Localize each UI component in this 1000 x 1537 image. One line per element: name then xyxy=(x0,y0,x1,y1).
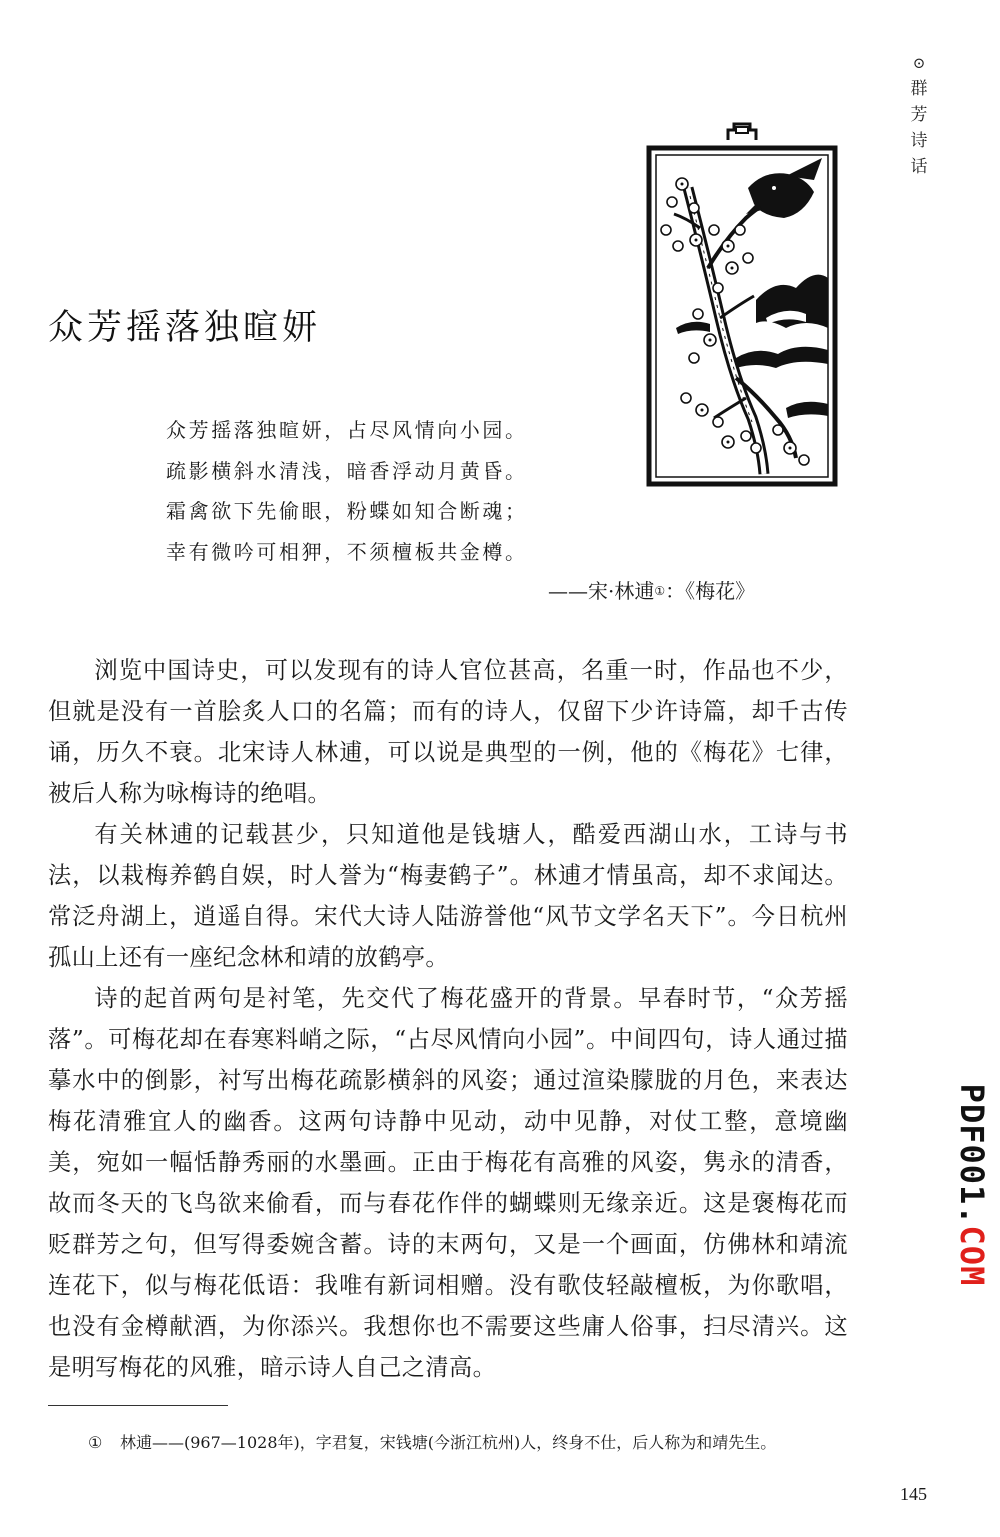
footnote-divider xyxy=(48,1405,228,1406)
header-char: 话 xyxy=(910,157,928,177)
page-number: 145 xyxy=(900,1484,927,1504)
watermark-text: PDF001. xyxy=(953,1083,991,1226)
body-paragraph: 浏览中国诗史，可以发现有的诗人官位甚高，名重一时，作品也不少，但就是没有一首脍炙人口的名篇；而有的诗人，仅留下少许诗篇，却千古传诵，历久不衰。北宋诗人林逋，可以说是典型的一例，他的《梅花》七律，被后人称为咏梅诗的绝唱。 xyxy=(48,657,848,807)
header-char: 诗 xyxy=(910,131,928,151)
poem-attribution xyxy=(548,576,755,606)
article-title: 众芳摇落独暄妍 xyxy=(48,308,322,348)
article-body xyxy=(48,650,848,1388)
poem-line: 众芳摇落独暄妍，占尽风情向小园。 xyxy=(166,418,528,442)
running-header xyxy=(906,50,932,180)
poem xyxy=(166,410,566,572)
footnote-reference: ① xyxy=(654,584,666,598)
footnote-marker: ① xyxy=(88,1433,103,1452)
header-char: 芳 xyxy=(910,105,928,125)
header-char: 群 xyxy=(910,79,928,99)
footnote-text: 林逋——(967—1028年)，字君复，宋钱塘(今浙江杭州)人，终身不仕，后人称为和靖先生。 xyxy=(120,1433,777,1452)
poem-line: 霜禽欲下先偷眼，粉蝶如知合断魂； xyxy=(166,499,528,523)
footnote xyxy=(88,1430,868,1456)
watermark-text-accent: COM xyxy=(953,1225,991,1287)
watermark xyxy=(948,1083,996,1287)
body-paragraph: 有关林逋的记载甚少，只知道他是钱塘人，酷爱西湖山水，工诗与书法，以栽梅养鹤自娱，时人誉为“梅妻鹤子”。林逋才情虽高，却不求闻达。常泛舟湖上，逍遥自得。宋代大诗人陆游誉他“风节文学名天下”。今日杭州孤山上还有一座纪念林和靖的放鹤亭。 xyxy=(48,821,848,971)
plum-blossom-woodcut-illustration xyxy=(636,118,848,490)
poem-line: 疏影横斜水清浅，暗香浮动月黄昏。 xyxy=(166,458,528,483)
body-paragraph: 诗的起首两句是衬笔，先交代了梅花盛开的背景。早春时节，“众芳摇落”。可梅花却在春寒料峭之际，“占尽风情向小园”。中间四句，诗人通过描摹水中的倒影，衬写出梅花疏影横斜的风姿；通过渲染朦胧的月色，来表达梅花清雅宜人的幽香。这两句诗静中见动，动中见静，对仗工整，意境幽美，宛如一幅恬静秀丽的水墨画。正由于梅花有高雅的风姿，隽永的清香，故而冬天的飞鸟欲来偷看，而与春花作伴的蝴蝶则无缘亲近。这是褒梅花而贬群芳之句，但写得委婉含蓄。诗的末两句，又是一个画面，仿佛林和靖流连花下，似与梅花低语：我唯有新词相赠。没有歌伎轻敲檀板，为你歌唱，也没有金樽献酒，为你添兴。我想你也不需要这些庸人俗事，扫尽清兴。这是明写梅花的风雅，暗示诗人自己之清高。 xyxy=(48,985,848,1381)
attribution-author: ——宋·林逋 xyxy=(548,579,655,603)
header-marker: ⊙ xyxy=(912,54,926,72)
poem-line: 幸有微吟可相狎，不须檀板共金樽。 xyxy=(166,539,528,564)
attribution-work: ：《梅花》 xyxy=(665,579,756,603)
